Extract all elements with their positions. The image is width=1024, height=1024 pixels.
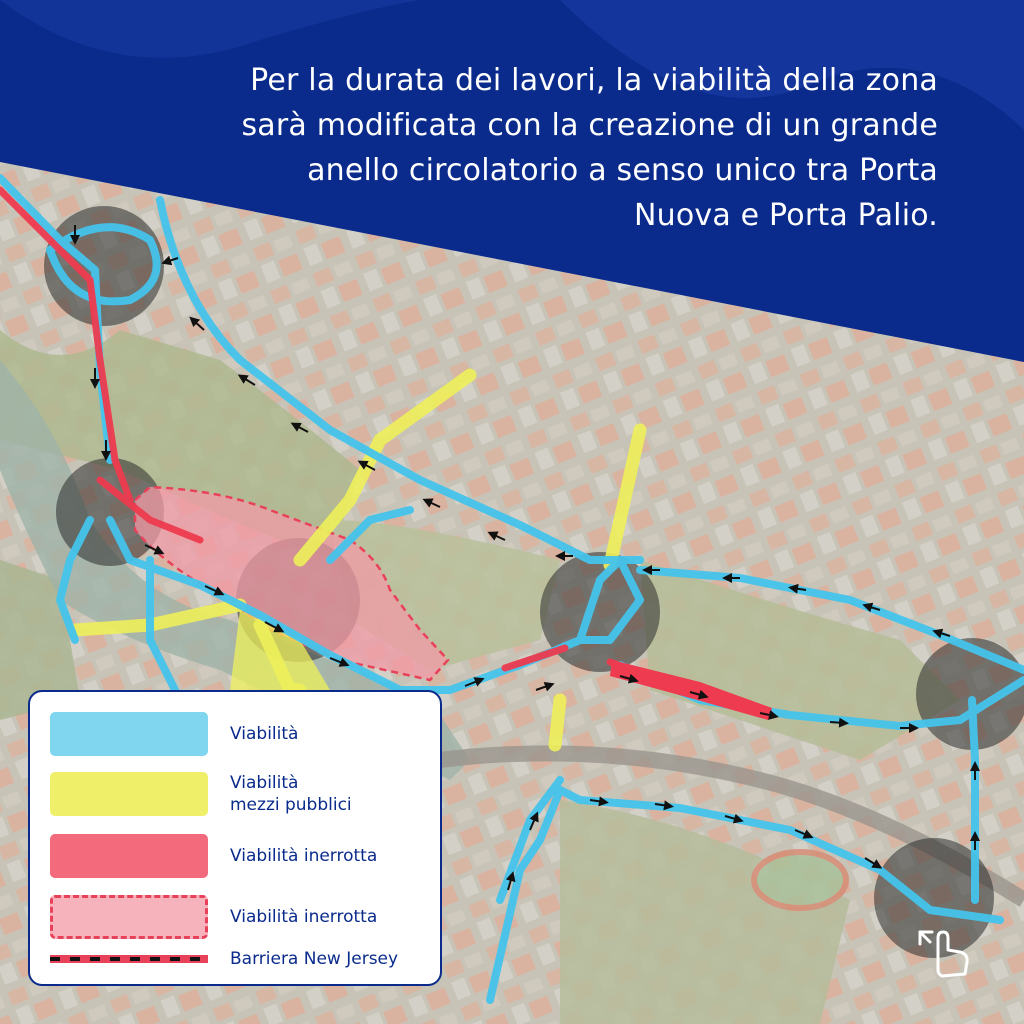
header-line: Nuova e Porta Palio. — [633, 198, 938, 233]
header-line: Per la durata dei lavori, la viabilità della zona — [250, 63, 938, 98]
legend-swatch-barrier — [50, 954, 208, 964]
legend-swatch — [50, 772, 208, 816]
legend-swatch — [50, 895, 208, 939]
legend-item-new-jersey — [50, 948, 398, 970]
legend-item-interrupted — [50, 834, 377, 878]
legend-label: Viabilità inerrotta — [230, 907, 378, 927]
legend-label-line: Viabilità — [230, 773, 299, 793]
legend-label: Viabilità — [230, 724, 299, 744]
header-text — [218, 58, 938, 238]
swipe-hand-icon[interactable] — [912, 918, 974, 980]
header-line: sarà modificata con la creazione di un grande — [241, 108, 938, 143]
legend-label: Viabilità inerrotta — [230, 846, 378, 866]
legend — [28, 690, 442, 986]
header-line: anello circolatorio a senso unico tra Porta — [307, 153, 938, 188]
legend-label — [230, 772, 352, 816]
direction-arrow-icon — [830, 722, 844, 723]
legend-label-line: mezzi pubblici — [230, 795, 352, 815]
legend-label: Barriera New Jersey — [230, 949, 399, 969]
legend-swatch — [50, 834, 208, 878]
legend-item-public-transport — [50, 772, 352, 816]
legend-item-interrupted-zone — [50, 895, 377, 939]
legend-swatch — [50, 712, 208, 756]
legend-item-viabilita — [50, 712, 298, 756]
